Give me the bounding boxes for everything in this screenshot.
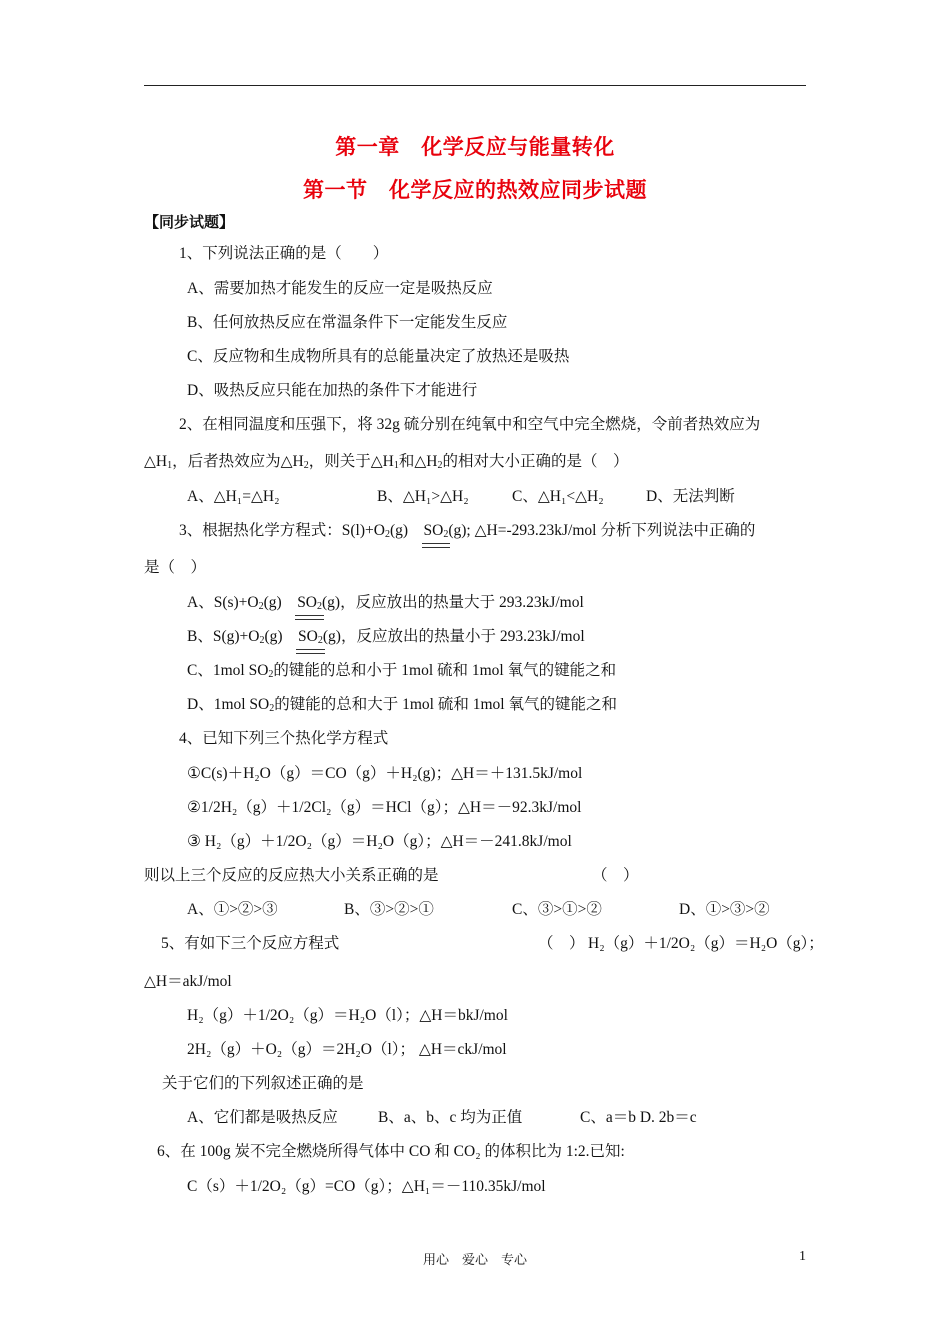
q2-stem-line2: $\triangle H_1$，后者热效应为$\triangle H_2$，则关于$\triangle H_1$和$\triangle H_2$的相对大小正确的是（ ）: [144, 453, 629, 471]
q2-option-b: B、△H₁>△H₂: [377, 488, 469, 505]
q4-option-b: B、③>②>①: [344, 901, 434, 918]
equilibrium-arrow-icon: $SO_2$: [298, 627, 323, 651]
section-title: 第一节 化学反应的热效应同步试题: [303, 178, 647, 202]
q5-option-cd: C、a＝b D. 2b＝c: [580, 1109, 697, 1126]
q2-option-a: A、△H₁=△H₂: [187, 488, 280, 505]
q3-stem: 3、根据热化学方程式：$S(l)+O_2(g)$ $SO_2(g)$; △H=-293.23kJ/mol 分析下列说法中正确的: [179, 521, 755, 545]
equilibrium-arrow-icon: $SO_2$: [297, 593, 322, 617]
page-footer: 用心 爱心 专心: [422, 1253, 527, 1268]
header-rule: [144, 85, 806, 86]
q1-option-d: D、吸热反应只能在加热的条件下才能进行: [187, 382, 478, 399]
q3-option-b: B、$S(g)+O_2(g)$ $SO_2(g)$，反应放出的热量小于 293.23kJ/mol: [187, 627, 585, 651]
q2-stem-line1: 2、在相同温度和压强下，将 32g 硫分别在纯氧中和空气中完全燃烧，令前者热效应为: [179, 416, 761, 433]
q5-option-b: B、a、b、c 均为正值: [378, 1109, 523, 1126]
q1-option-c: C、反应物和生成物所具有的总能量决定了放热还是吸热: [187, 348, 570, 365]
q4-stem: 4、已知下列三个热化学方程式: [179, 730, 389, 747]
q5-equation-1: H₂（g）＋1/2O₂（g）＝H₂O（g）；: [588, 935, 824, 952]
page-number: 1: [799, 1249, 806, 1264]
q5-option-a: A、它们都是吸热反应: [187, 1109, 338, 1126]
q6-equation-1: C（s）＋1/2O₂（g）=CO（g）；△H₁＝－110.35kJ/mol: [187, 1178, 546, 1195]
q5-stem: 5、有如下三个反应方程式: [161, 935, 340, 952]
section-label: 【同步试题】: [144, 213, 235, 231]
q4-equation-3: ③ H₂（g）＋1/2O₂（g）＝H₂O（g）；△H＝－241.8kJ/mol: [187, 833, 572, 850]
q5-ask: 关于它们的下列叙述正确的是: [162, 1075, 364, 1092]
q5-equation-3: 2H₂（g）＋O₂（g）＝2H₂O（l）； △H＝ckJ/mol: [187, 1041, 507, 1058]
q4-ask: 则以上三个反应的反应热大小关系正确的是: [144, 867, 439, 884]
q5-answer-paren: （ ）: [538, 935, 585, 952]
q2-option-d: D、无法判断: [646, 488, 735, 505]
q5-equation-1-cont: △H＝akJ/mol: [144, 973, 232, 990]
q6-stem: 6、在 100g 炭不完全燃烧所得气体中 CO 和 CO₂ 的体积比为 1:2.已知:: [157, 1143, 625, 1160]
equilibrium-arrow-icon: $SO_2$: [424, 521, 449, 545]
q1-option-b: B、任何放热反应在常温条件下一定能发生反应: [187, 314, 508, 331]
chapter-title: 第一章 化学反应与能量转化: [335, 135, 615, 159]
q3-stem-line2: 是（ ）: [144, 559, 207, 576]
q2-option-c: C、△H₁<△H₂: [512, 488, 604, 505]
q3-option-d: D、1mol $SO_2$的键能的总和大于 1mol 硫和 1mol 氧气的键能之和: [187, 696, 617, 714]
q4-option-a: A、①>②>③: [187, 901, 278, 918]
q5-equation-2: H₂（g）＋1/2O₂（g）＝H₂O（l）；△H＝bkJ/mol: [187, 1007, 508, 1024]
q1-option-a: A、需要加热才能发生的反应一定是吸热反应: [187, 280, 493, 297]
q3-option-c: C、1mol $SO_2$的键能的总和小于 1mol 硫和 1mol 氧气的键能之和: [187, 662, 617, 680]
q3-option-a: A、$S(s)+O_2(g)$ $SO_2(g)$，反应放出的热量大于 293.23kJ/mol: [187, 593, 584, 617]
q4-answer-paren: （ ）: [592, 867, 639, 884]
q4-equation-2: ②1/2H₂（g）＋1/2Cl₂（g）＝HCl（g）；△H＝－92.3kJ/mol: [187, 799, 582, 816]
q1-stem: 1、下列说法正确的是（ ）: [179, 245, 389, 262]
q4-option-c: C、③>①>②: [512, 901, 602, 918]
q4-equation-1: ①C(s)＋H₂O（g）＝CO（g）＋H₂(g)；△H＝＋131.5kJ/mol: [187, 765, 583, 782]
q4-option-d: D、①>③>②: [679, 901, 770, 918]
